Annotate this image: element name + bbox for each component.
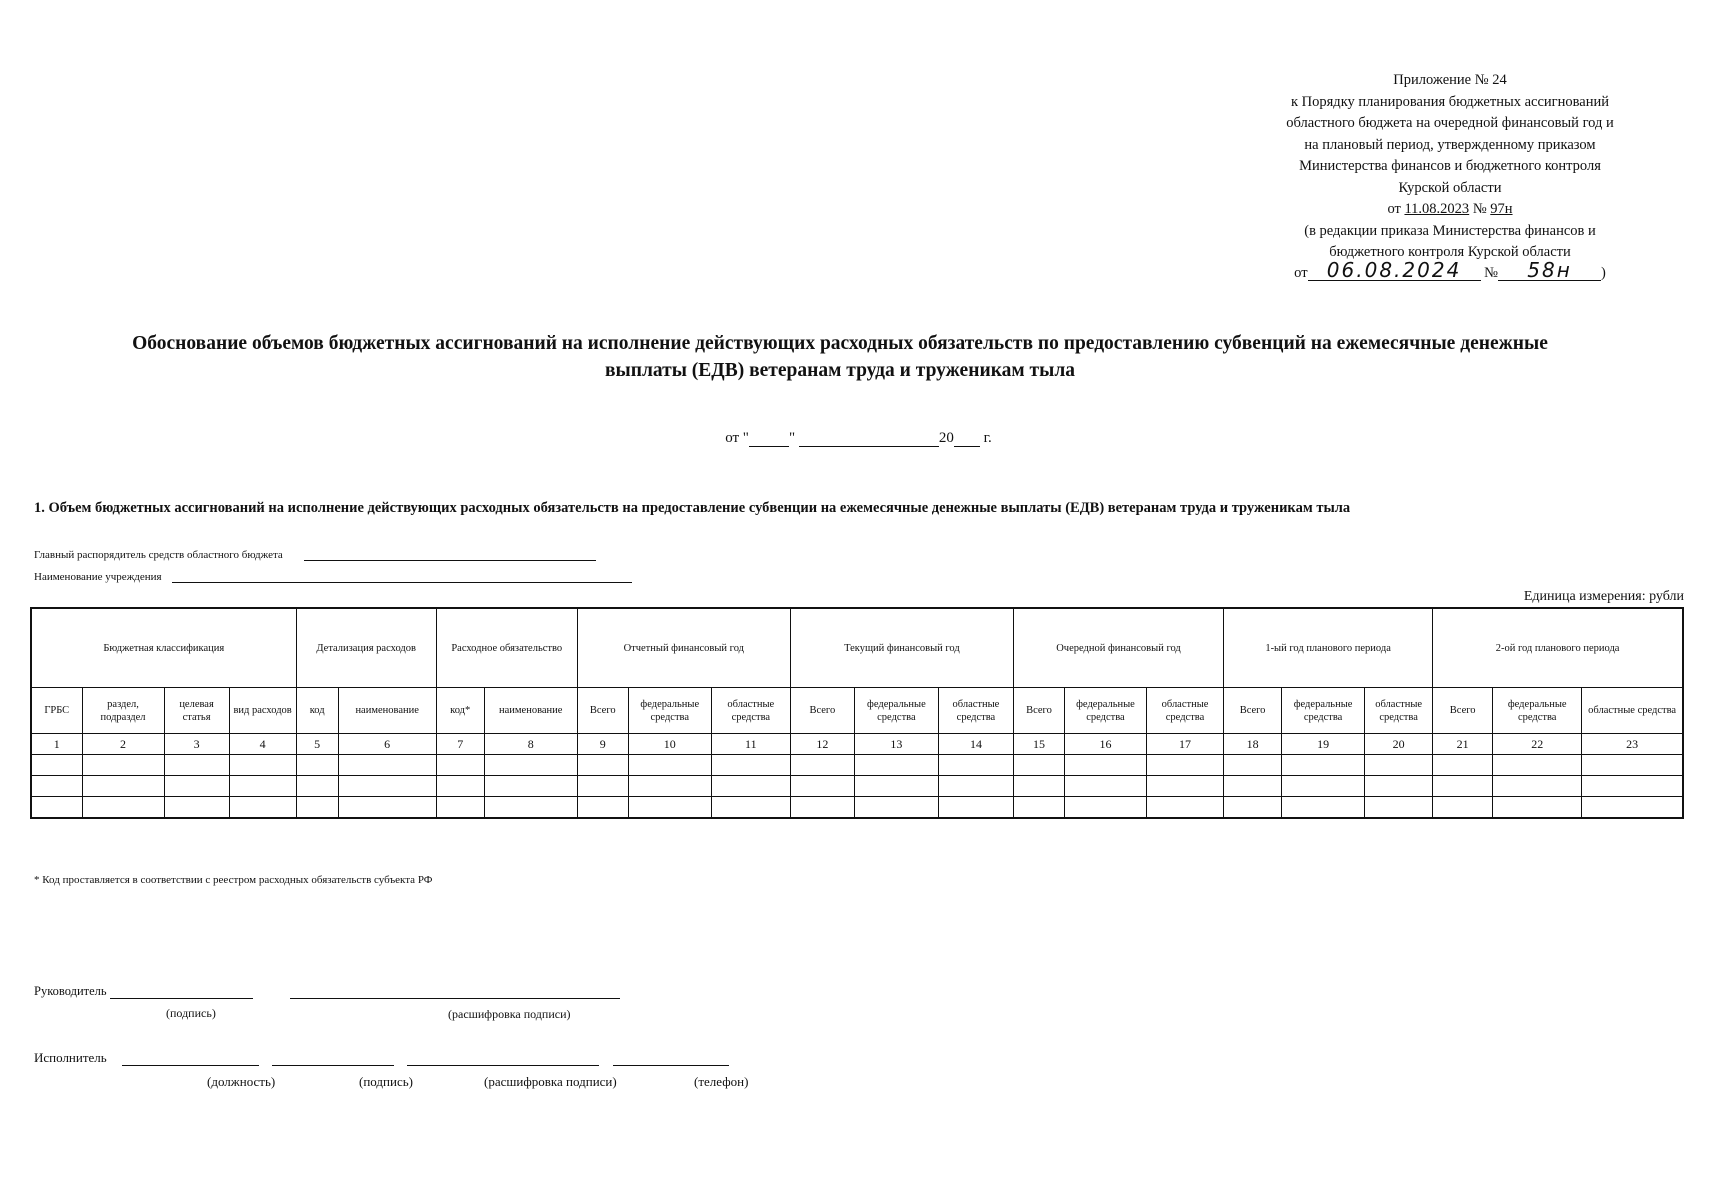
column-number: 23 [1582, 734, 1683, 755]
column-number: 19 [1282, 734, 1365, 755]
table-cell[interactable] [296, 797, 338, 819]
edition-reference [1240, 257, 1660, 285]
sub-header: наименование [338, 688, 436, 734]
executor-phone-blank[interactable] [613, 1065, 729, 1066]
edition-num-prefix: № [1484, 264, 1499, 281]
executor-decode-caption: (расшифровка подписи) [484, 1074, 617, 1089]
executor-position-caption: (должность) [207, 1074, 276, 1089]
executor-decode-blank[interactable] [407, 1065, 599, 1066]
table-cell[interactable] [1365, 776, 1433, 797]
table-cell[interactable] [229, 755, 296, 776]
table-cell[interactable] [1013, 776, 1064, 797]
sub-header: ГРБС [31, 688, 82, 734]
head-decode-caption: (расшифровка подписи) [448, 1007, 571, 1021]
column-number: 18 [1224, 734, 1282, 755]
executor-position-blank[interactable] [122, 1065, 259, 1066]
order-number: 97н [1490, 201, 1513, 217]
table-cell[interactable] [1582, 755, 1683, 776]
table-cell[interactable] [711, 755, 790, 776]
edition-line: (в редакции приказа Министерства финансов и [1304, 222, 1596, 239]
table-cell[interactable] [1224, 797, 1282, 819]
column-number: 8 [484, 734, 577, 755]
table-cell[interactable] [790, 776, 854, 797]
title-line-2: выплаты (ЕДВ) ветеранам труда и труженикам тыла [604, 360, 1076, 381]
column-number: 16 [1064, 734, 1146, 755]
table-cell[interactable] [31, 797, 82, 819]
sub-header: Всего [577, 688, 628, 734]
sub-header: областные средства [938, 688, 1013, 734]
edition-close: ) [1601, 264, 1606, 281]
table-cell[interactable] [1282, 776, 1365, 797]
sub-header: областные средства [1365, 688, 1433, 734]
sub-header: код* [436, 688, 484, 734]
executor-sign-caption: (подпись) [359, 1074, 413, 1089]
table-cell[interactable] [790, 797, 854, 819]
sub-header: Всего [1224, 688, 1282, 734]
head-sign-blank[interactable] [110, 998, 253, 999]
table-cell[interactable] [296, 755, 338, 776]
appendix-line: на плановый период, утвержденному приказом [1304, 136, 1596, 153]
table-cell[interactable] [577, 755, 628, 776]
edition-line: бюджетного контроля Курской области [1329, 244, 1571, 260]
group-header: Текущий финансовый год [790, 608, 1013, 688]
date-suffix: г. [983, 430, 992, 446]
sub-header: целевая статья [164, 688, 229, 734]
head-label: Руководитель [34, 984, 107, 998]
grbs-field [34, 549, 596, 561]
order-date: 11.08.2023 [1404, 201, 1470, 217]
appendix-line: областного бюджета на очередной финансовый год и [1286, 115, 1614, 131]
table-cell[interactable] [1582, 776, 1683, 797]
column-number: 1 [31, 734, 82, 755]
table-cell[interactable] [1365, 797, 1433, 819]
table-cell[interactable] [1224, 755, 1282, 776]
sub-header: федеральные средства [1493, 688, 1582, 734]
sub-header: областные средства [711, 688, 790, 734]
table-cell[interactable] [31, 776, 82, 797]
table-cell[interactable] [628, 755, 711, 776]
table-cell[interactable] [577, 776, 628, 797]
institution-field [34, 571, 632, 583]
group-header: Очередной финансовый год [1013, 608, 1223, 688]
head-signature-row [34, 984, 620, 999]
group-header: 1-ый год планового периода [1224, 608, 1433, 688]
table-cell[interactable] [338, 776, 436, 797]
table-cell[interactable] [484, 776, 577, 797]
column-number: 13 [854, 734, 938, 755]
column-number: 3 [164, 734, 229, 755]
order-num-prefix: № [1472, 201, 1487, 217]
table-cell[interactable] [82, 776, 164, 797]
column-number: 5 [296, 734, 338, 755]
executor-signature-row [34, 1050, 729, 1066]
sub-header-row [31, 688, 1683, 734]
sub-header: Всего [1433, 688, 1493, 734]
unit-label: Единица измерения: рубли [1523, 589, 1684, 604]
table-cell[interactable] [164, 776, 229, 797]
group-header: Детализация расходов [296, 608, 436, 688]
appendix-block [1240, 70, 1660, 284]
table-cell[interactable] [1582, 797, 1683, 819]
table-cell[interactable] [1365, 755, 1433, 776]
column-number: 7 [436, 734, 484, 755]
table-cell[interactable] [854, 755, 938, 776]
table-row [31, 776, 1683, 797]
table-cell[interactable] [1493, 797, 1582, 819]
table-cell[interactable] [229, 776, 296, 797]
sub-header: наименование [484, 688, 577, 734]
table-cell[interactable] [1147, 776, 1224, 797]
year-prefix: 20 [938, 430, 954, 446]
sub-header: раздел, подраздел [82, 688, 164, 734]
grbs-blank[interactable] [304, 560, 596, 561]
executor-label: Исполнитель [34, 1050, 107, 1065]
table-cell[interactable] [484, 797, 577, 819]
table-cell[interactable] [1433, 776, 1493, 797]
day-blank [749, 446, 789, 447]
table-cell[interactable] [1282, 755, 1365, 776]
group-header: 2-ой год планового периода [1433, 608, 1683, 688]
table-cell[interactable] [1064, 755, 1146, 776]
appendix-line: к Порядку планирования бюджетных ассигнований [1291, 93, 1609, 110]
table-cell[interactable] [938, 755, 1013, 776]
table-cell[interactable] [1493, 755, 1582, 776]
column-number: 12 [790, 734, 854, 755]
table-cell[interactable] [938, 776, 1013, 797]
table-cell[interactable] [1147, 797, 1224, 819]
table-cell[interactable] [164, 797, 229, 819]
column-number: 14 [938, 734, 1013, 755]
table-cell[interactable] [1064, 776, 1146, 797]
table-cell[interactable] [436, 797, 484, 819]
table-cell[interactable] [790, 755, 854, 776]
appendix-line: Приложение № 24 [1393, 72, 1507, 88]
appendix-line: Министерства финансов и бюджетного контроля [1299, 158, 1601, 174]
sub-header: федеральные средства [854, 688, 938, 734]
table-cell[interactable] [577, 797, 628, 819]
table-cell[interactable] [338, 797, 436, 819]
month-blank [799, 446, 939, 447]
table-cell[interactable] [296, 776, 338, 797]
sub-header: код [296, 688, 338, 734]
head-decode-blank[interactable] [290, 998, 620, 999]
section-title: 1. Объем бюджетных ассигнований на исполнение действующих расходных обязательств на предоставление субвенции на ежемесячные денежные выплаты (ЕДВ) ветеранам труда и труженикам тыла [34, 500, 1351, 516]
document-title [40, 330, 1640, 384]
table-cell[interactable] [1013, 797, 1064, 819]
column-number: 9 [577, 734, 628, 755]
appendix-line: Курской области [1398, 179, 1502, 196]
column-number: 15 [1013, 734, 1064, 755]
table-cell[interactable] [1013, 755, 1064, 776]
table-cell[interactable] [1224, 776, 1282, 797]
column-number-row [31, 734, 1683, 755]
year-blank [954, 446, 980, 447]
column-number: 6 [338, 734, 436, 755]
table-cell[interactable] [82, 797, 164, 819]
table-cell[interactable] [711, 797, 790, 819]
sub-header: областные средства [1582, 688, 1683, 734]
table-cell[interactable] [164, 755, 229, 776]
table-cell[interactable] [628, 776, 711, 797]
date-line [0, 430, 1717, 447]
sub-header: областные средства [1147, 688, 1224, 734]
sub-header: федеральные средства [628, 688, 711, 734]
institution-label: Наименование учреждения [34, 571, 162, 583]
table-cell[interactable] [1064, 797, 1146, 819]
table-cell[interactable] [1433, 797, 1493, 819]
column-number: 20 [1365, 734, 1433, 755]
column-number: 11 [711, 734, 790, 755]
sub-header: Всего [1013, 688, 1064, 734]
column-number: 17 [1147, 734, 1224, 755]
table-cell[interactable] [1433, 755, 1493, 776]
sub-header: вид расходов [229, 688, 296, 734]
group-header: Расходное обязательство [436, 608, 577, 688]
order-reference [1240, 199, 1660, 221]
table-cell[interactable] [628, 797, 711, 819]
group-header: Бюджетная классификация [31, 608, 296, 688]
table-cell[interactable] [484, 755, 577, 776]
date-prefix: от " [725, 430, 749, 446]
date-mid: " [788, 430, 796, 446]
executor-sign-blank[interactable] [272, 1065, 394, 1066]
table-cell[interactable] [711, 776, 790, 797]
table-cell[interactable] [854, 776, 938, 797]
title-line-1: Обоснование объемов бюджетных ассигнований на исполнение действующих расходных обязательств по предоставлению субвенций на ежемесячные денежные [132, 333, 1548, 354]
footnote: * Код проставляется в соответствии с реестром расходных обязательств субъекта РФ [34, 874, 433, 886]
table-cell[interactable] [31, 755, 82, 776]
column-number: 4 [229, 734, 296, 755]
table-row [31, 797, 1683, 819]
order-prefix: от [1387, 201, 1401, 217]
institution-blank[interactable] [172, 582, 632, 583]
edition-date-handwritten: 06.08.2024 [1308, 260, 1481, 281]
table-cell[interactable] [229, 797, 296, 819]
sub-header: федеральные средства [1064, 688, 1146, 734]
column-number: 22 [1493, 734, 1582, 755]
group-header-row [31, 608, 1683, 688]
table-cell[interactable] [436, 755, 484, 776]
table-row [31, 755, 1683, 776]
edition-number-handwritten: 58н [1498, 260, 1601, 281]
edition-prefix: от [1294, 264, 1308, 281]
table-cell[interactable] [1493, 776, 1582, 797]
table-cell[interactable] [436, 776, 484, 797]
table-cell[interactable] [1147, 755, 1224, 776]
table-cell[interactable] [854, 797, 938, 819]
table-cell[interactable] [82, 755, 164, 776]
column-number: 2 [82, 734, 164, 755]
executor-phone-caption: (телефон) [694, 1074, 749, 1089]
table-cell[interactable] [938, 797, 1013, 819]
grbs-label: Главный распорядитель средств областного бюджета [34, 549, 283, 561]
sub-header: Всего [790, 688, 854, 734]
table-cell[interactable] [338, 755, 436, 776]
sub-header: федеральные средства [1282, 688, 1365, 734]
group-header: Отчетный финансовый год [577, 608, 790, 688]
budget-table [30, 607, 1684, 819]
head-sign-caption: (подпись) [166, 1006, 216, 1020]
column-number: 21 [1433, 734, 1493, 755]
column-number: 10 [628, 734, 711, 755]
table-cell[interactable] [1282, 797, 1365, 819]
